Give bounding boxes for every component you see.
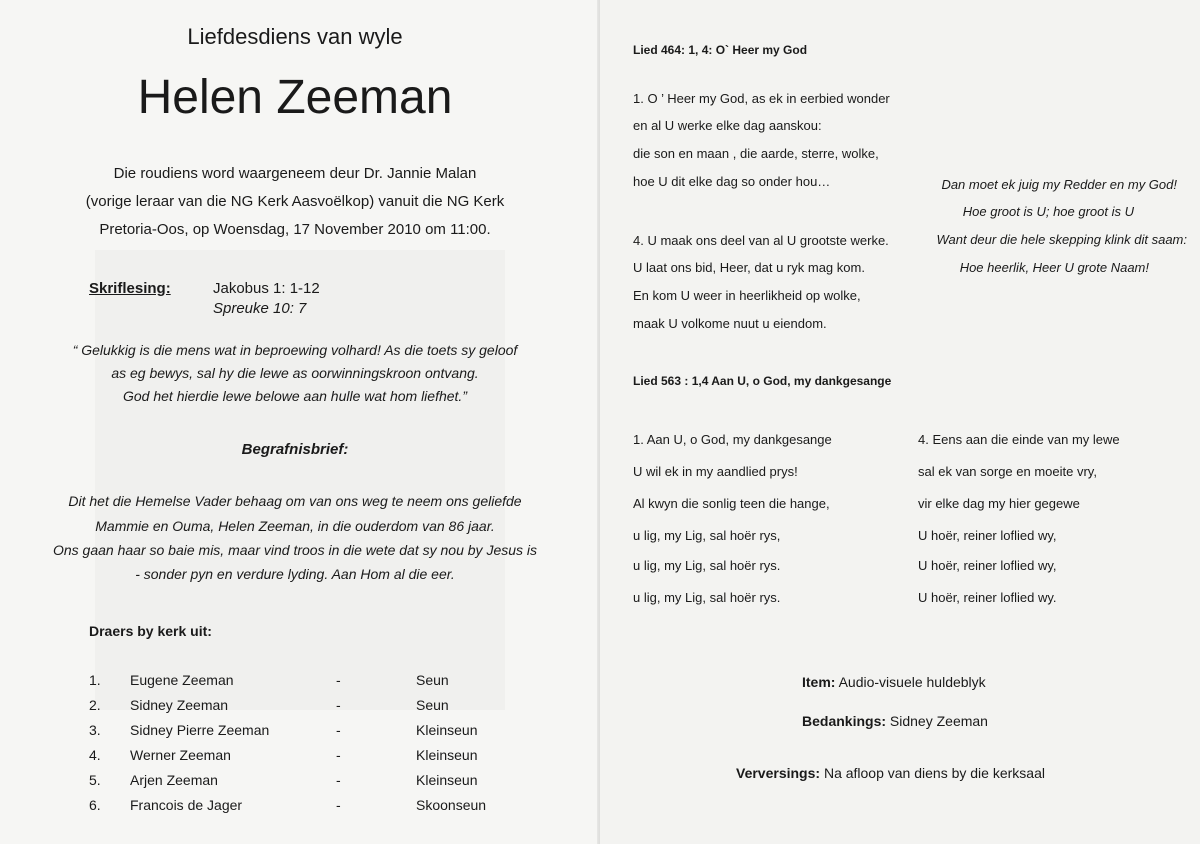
hymn2-verse1-line-3: Al kwyn die sonlig teen die hange,: [633, 496, 830, 511]
bearer-number: 1.: [89, 672, 101, 688]
hymn2-verse1-line-5: u lig, my Lig, sal hoër rys.: [633, 558, 781, 573]
hymn1-title: Lied 464: 1, 4: O` Heer my God: [633, 43, 808, 57]
hymn2-verse4-line-2: sal ek van sorge en moeite vry,: [918, 464, 1097, 479]
hymn2-verse4-line-4: U hoër, reiner loflied wy,: [918, 528, 1057, 543]
refresh-value: Na afloop van diens by die kerksaal: [823, 765, 1045, 781]
hymn2-verse4-line-1: 4. Eens aan die einde van my lewe: [918, 432, 1120, 447]
bearer-name: Sidney Zeeman: [130, 697, 229, 713]
deceased-name: Helen Zeeman: [137, 71, 453, 124]
hymn1-verse4-line-3: En kom U weer in heerlikheid op wolke,: [633, 288, 861, 303]
hymn2-verse1-line-2: U wil ek in my aandlied prys!: [633, 464, 798, 479]
bearer-number: 3.: [89, 722, 101, 738]
bearer-name: Werner Zeeman: [130, 747, 231, 763]
bearer-relation: Kleinseun: [416, 772, 478, 788]
quote-line-2: as eg bewys, sal hy die lewe as oorwinningskroon ontvang.: [111, 365, 479, 381]
bearer-dash: -: [336, 747, 341, 763]
hymn1-verse1-line-4: hoe U dit elke dag so onder hou…: [633, 174, 831, 189]
scripture-ref-1: Jakobus 1: 1-12: [213, 280, 320, 297]
hymn2-title: Lied 563 : 1,4 Aan U, o God, my dankgesange: [633, 374, 892, 388]
thanks-label: Bedankings:: [802, 713, 887, 729]
bearers-title: Draers by kerk uit:: [89, 623, 212, 639]
refresh-label: Verversings:: [736, 765, 821, 781]
intro-line-1: Die roudiens word waargeneem deur Dr. Jannie Malan: [113, 165, 477, 182]
item-value: Audio-visuele huldeblyk: [838, 674, 986, 690]
scripture-label: Skriflesing:: [89, 280, 171, 297]
service-heading: Liefdesdiens van wyle: [187, 24, 403, 49]
letter-line-2: Mammie en Ouma, Helen Zeeman, in die ouderdom van 86 jaar.: [95, 518, 495, 534]
bearer-dash: -: [336, 797, 341, 813]
bearer-dash: -: [336, 722, 341, 738]
hymn2-verse1-line-4: u lig, my Lig, sal hoër rys,: [633, 528, 781, 543]
right-page: [600, 0, 1200, 844]
hymn1-verse1-line-1: 1. O ’ Heer my God, as ek in eerbied wonder: [633, 91, 890, 106]
hymn1-verse4-line-1: 4. U maak ons deel van al U grootste werke.: [633, 233, 889, 248]
letter-title: Begrafnisbrief:: [241, 441, 349, 458]
bearer-relation: Seun: [416, 672, 449, 688]
bearer-relation: Kleinseun: [416, 722, 478, 738]
hymn2-verse1-line-6: u lig, my Lig, sal hoër rys.: [633, 590, 781, 605]
refresh-row: [736, 765, 1045, 781]
bearer-name: Sidney Pierre Zeeman: [130, 722, 270, 738]
item-row: [802, 674, 986, 690]
thanks-row: [802, 713, 988, 729]
intro-line-2: (vorige leraar van die NG Kerk Aasvoëlkop) vanuit die NG Kerk: [85, 193, 505, 210]
bearer-number: 2.: [89, 697, 101, 713]
hymn1-verse1-line-3: die son en maan , die aarde, sterre, wolke,: [633, 146, 879, 161]
hymn1-verse4-line-2: U laat ons bid, Heer, dat u ryk mag kom.: [633, 260, 865, 275]
refrain-line-1: Dan moet ek juig my Redder en my God!: [941, 177, 1177, 192]
bleed-through-shadow: [95, 250, 505, 710]
bearer-relation: Skoonseun: [416, 797, 487, 813]
bearer-dash: -: [336, 697, 341, 713]
bearer-name: Arjen Zeeman: [130, 772, 218, 788]
hymn2-verse1-line-1: 1. Aan U, o God, my dankgesange: [633, 432, 832, 447]
bearer-number: 6.: [89, 797, 101, 813]
hymn2-verse4-line-5: U hoër, reiner loflied wy,: [918, 558, 1057, 573]
letter-line-4: - sonder pyn en verdure lyding. Aan Hom al die eer.: [135, 566, 455, 582]
bearer-number: 4.: [89, 747, 101, 763]
quote-line-1: “ Gelukkig is die mens wat in beproewing volhard! As die toets sy geloof: [72, 342, 518, 358]
thanks-value: Sidney Zeeman: [889, 713, 988, 729]
bearer-dash: -: [336, 772, 341, 788]
hymn2-verse4-line-6: U hoër, reiner loflied wy.: [918, 590, 1057, 605]
refrain-line-3: Want deur die hele skepping klink dit saam:: [936, 232, 1187, 247]
bearer-name: Eugene Zeeman: [130, 672, 234, 688]
hymn2-verse4-line-3: vir elke dag my hier gegewe: [918, 496, 1080, 511]
hymn1-verse4-line-4: maak U volkome nuut u eiendom.: [633, 316, 827, 331]
scripture-ref-2: Spreuke 10: 7: [213, 300, 307, 317]
letter-line-3: Ons gaan haar so baie mis, maar vind troos in die wete dat sy nou by Jesus is: [52, 542, 538, 558]
refrain-line-2: Hoe groot is U; hoe groot is U: [962, 204, 1134, 219]
hymn1-verse1-line-2: en al U werke elke dag aanskou:: [633, 118, 822, 133]
refrain-line-4: Hoe heerlik, Heer U grote Naam!: [959, 260, 1149, 275]
letter-line-1: Dit het die Hemelse Vader behaag om van ons weg te neem ons geliefde: [68, 493, 522, 509]
quote-line-3: God het hierdie lewe belowe aan hulle wat hom liefhet.”: [123, 388, 467, 404]
bearer-name: Francois de Jager: [130, 797, 243, 813]
item-label: Item:: [802, 674, 836, 690]
bearer-number: 5.: [89, 772, 101, 788]
bearer-dash: -: [336, 672, 341, 688]
bearer-relation: Seun: [416, 697, 449, 713]
bearer-relation: Kleinseun: [416, 747, 478, 763]
intro-line-3: Pretoria-Oos, op Woensdag, 17 November 2010 om 11:00.: [99, 221, 491, 238]
